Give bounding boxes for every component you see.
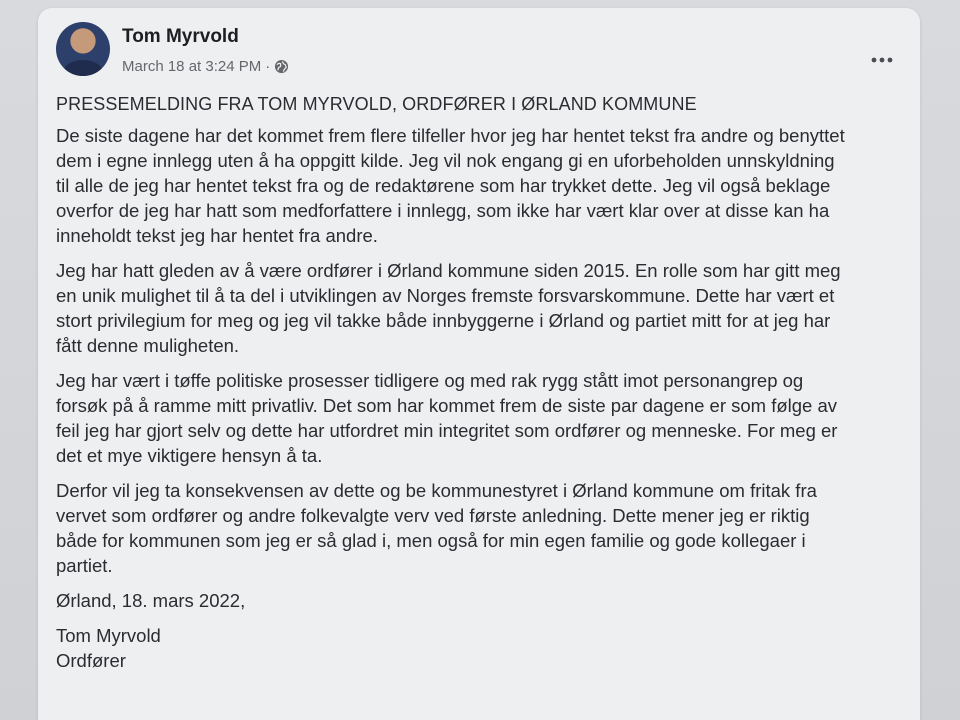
facebook-post [38,8,920,720]
press-release-headline: PRESSEMELDING FRA TOM MYRVOLD, ORDFØRER I ØRLAND KOMMUNE [56,94,697,114]
author-name[interactable]: Tom Myrvold [122,26,239,47]
post-header [56,18,902,78]
globe-icon [274,59,289,74]
signature-title: Ordfører [56,650,126,671]
paragraph-integrity: Jeg har vært i tøffe politiske prosesser tidligere og med rak rygg stått imot personangrep og forsøk på å ramme mitt privatliv. Det som har kommet frem de siste par dagene er som følge av feil jeg har gjort selv og dette har utfordret min integritet som ordfører og menneske. For meg er det et mye viktigere hensyn å ta. [56,370,838,466]
more-options-icon[interactable] [864,48,900,72]
post-timestamp[interactable]: March 18 at 3:24 PM [122,58,262,75]
post-body [56,92,926,673]
place-date: Ørland, 18. mars 2022, [56,590,246,611]
paragraph-apology: De siste dagene har det kommet frem flere tilfeller hvor jeg har hentet tekst fra andre og benyttet dem i egne innlegg uten å ha oppgitt kilde. Jeg vil nok engang gi en uforbeholden unnskyldning til alle de jeg har hentet tekst fra og de redaktørene som har trykket dette. Jeg vil også beklage overfor de jeg har hatt som medforfattere i innlegg, som ikke har vært klar over at disse kan ha inneholdt tekst jeg har hentet fra andre. [56,125,845,246]
signature-name: Tom Myrvold [56,625,161,646]
paragraph-resignation: Derfor vil jeg ta konsekvensen av dette og be kommunestyret i Ørland kommune om fritak fra vervet som ordfører og andre folkevalgte verv ved første anledning. Dette mener jeg er riktig både for kommunen som jeg er så glad i, men også for min egen familie og gode kollegaer i partiet. [56,480,817,576]
paragraph-mayor-role: Jeg har hatt gleden av å være ordfører i Ørland kommune siden 2015. En rolle som har gitt meg en unik mulighet til å ta del i utviklingen av Norges fremste forsvarskommune. Dette har vært et stort privilegium for meg og jeg vil takke både innbyggerne i Ørland og partiet mitt for at jeg har fått denne muligheten. [56,260,841,356]
post-meta [122,58,289,75]
avatar[interactable] [56,22,110,76]
meta-separator: · [265,58,271,75]
